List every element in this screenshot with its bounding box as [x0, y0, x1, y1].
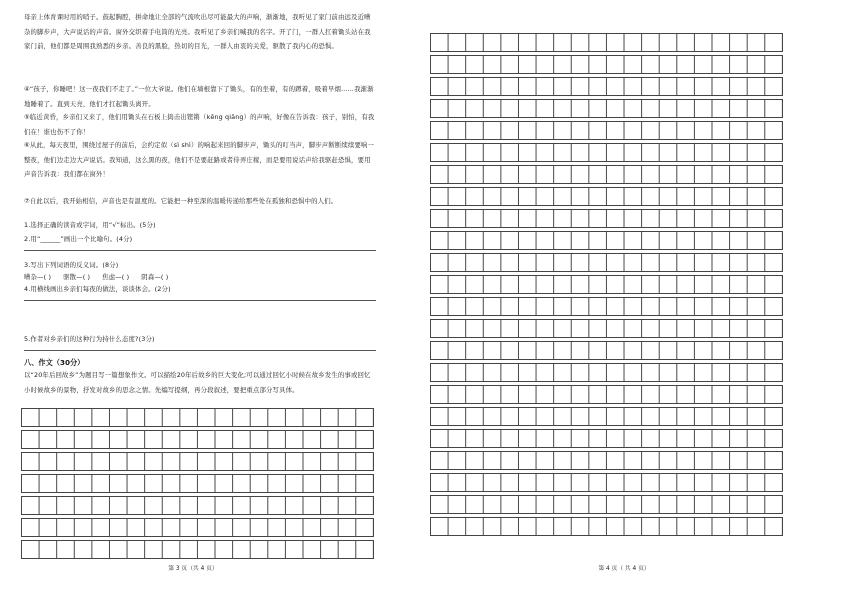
grid-row[interactable]: [21, 518, 374, 537]
grid-row[interactable]: [430, 473, 783, 492]
antonym-item: 驱散—( ): [63, 273, 91, 281]
grid-row[interactable]: [430, 385, 783, 404]
grid-row[interactable]: [430, 187, 783, 206]
grid-row[interactable]: [21, 474, 374, 493]
grid-row[interactable]: [430, 341, 783, 360]
antonym-item: 焦虑—( ): [102, 273, 130, 281]
essay-prompt: 以“20年后回故乡”为题目写一篇想象作文。可以描绘20年后故乡的巨大变化;可以通过回忆小时候在故乡发生的事或回忆小时候故乡的景物，抒发对故乡的思念之情。先编写提纲，再分段叙述，要把重点部分写具体。: [24, 371, 371, 394]
question-3: 3.写出下列词语的反义词。(8分): [24, 261, 119, 269]
page-footer: 第 3 页（共 4 页）: [168, 566, 218, 572]
passage-paragraph-3: 母亲上体育课时用的哨子。鼓起胸腔，拼命地让全部的气流吹出尽可能最大的声响，渐渐地，我听见了家门前由远及近嘈杂的脚步声，大声说话的声音。窗外交织着手电筒的光亮。我听见了乡亲们喊我的名字。开了门，一群人扛着锄头站在我家门前，他们都是周围我熟悉的乡亲。善良的黑脸，热切的目光，一群人由衷的关爱，驱散了我内心的恐惧。: [24, 13, 371, 51]
grid-row[interactable]: [430, 165, 783, 184]
grid-row[interactable]: [430, 319, 783, 338]
grid-row[interactable]: [430, 55, 783, 74]
grid-row[interactable]: [430, 253, 783, 272]
passage-paragraph-7: ⑦自此以后，我开始相信，声音也是有温度的。它能把一种至深的温暖传递给那些处在孤独和恐惧中的人们。: [24, 197, 338, 205]
grid-row[interactable]: [21, 540, 374, 559]
grid-row[interactable]: [21, 430, 374, 449]
grid-row[interactable]: [430, 77, 783, 96]
question-1: 1.选择正确的读音或字词，用“√”标出。(5分): [24, 221, 156, 229]
answer-line-q2: [24, 250, 376, 251]
grid-row[interactable]: [430, 121, 783, 140]
grid-row[interactable]: [21, 452, 374, 471]
grid-row[interactable]: [430, 517, 783, 536]
section-title: 八、作文（30分）: [24, 358, 85, 367]
grid-row[interactable]: [430, 297, 783, 316]
question-5: 5.作者对乡亲们的这种行为持什么态度?(3分): [24, 335, 155, 343]
question-2: 2.用“______”画出一个比喻句。(4分): [24, 235, 133, 243]
grid-row[interactable]: [430, 231, 783, 250]
exam-page-4: [430, 0, 860, 608]
grid-row[interactable]: [430, 429, 783, 448]
passage-paragraph-4: ④“孩子，你睡吧！这一夜我们不走了。”一位大爷说。他们在墙根靠下了锄头，有的坐着，有的蹲着，吸着早烟……我渐渐地睡着了。直到天亮，他们才扛起锄头离开。: [24, 85, 374, 108]
grid-row[interactable]: [430, 451, 783, 470]
answer-line-q5: [24, 350, 376, 351]
writing-grid-left[interactable]: [21, 408, 374, 560]
grid-row[interactable]: [430, 33, 783, 52]
antonym-item: 阴森—( ): [141, 273, 169, 281]
passage-paragraph-5: ⑤临近黄昏，乡亲们又来了，他们用锄头在石板上捣击出铿锵（kēng qiāng）的声响，好像在告诉我：孩子，别怕，有我们在！谁也伤不了你！: [24, 113, 375, 136]
grid-row[interactable]: [430, 99, 783, 118]
writing-grid-right[interactable]: [430, 33, 783, 538]
grid-row[interactable]: [21, 496, 374, 515]
grid-row[interactable]: [430, 495, 783, 514]
grid-row[interactable]: [21, 408, 374, 427]
grid-row[interactable]: [430, 209, 783, 228]
page-footer: 第 4 页（ 共 4 页）: [598, 566, 650, 572]
answer-line-q4: [24, 300, 376, 301]
passage-paragraph-6: ⑥从此，每天夜里，围绕过屋子的前后，会约定似（sì shì）的响起来回的脚步声，锄头的叮当声，脚步声断断续续要响一整夜，他们边走边大声说话。我知道，这么黑的夜，他们不是要赶路或者侍弄庄稼，而是要用说话声给我驱赶恐惧，要用声音告诉我：我们都在窗外！: [24, 141, 375, 179]
grid-row[interactable]: [430, 407, 783, 426]
question-4: 4.用横线画出乡亲们每夜的做法，谈谈体会。(2分): [24, 285, 171, 293]
grid-row[interactable]: [430, 275, 783, 294]
grid-row[interactable]: [430, 143, 783, 162]
antonym-item: 嘈杂—( ): [24, 273, 52, 281]
grid-row[interactable]: [430, 363, 783, 382]
